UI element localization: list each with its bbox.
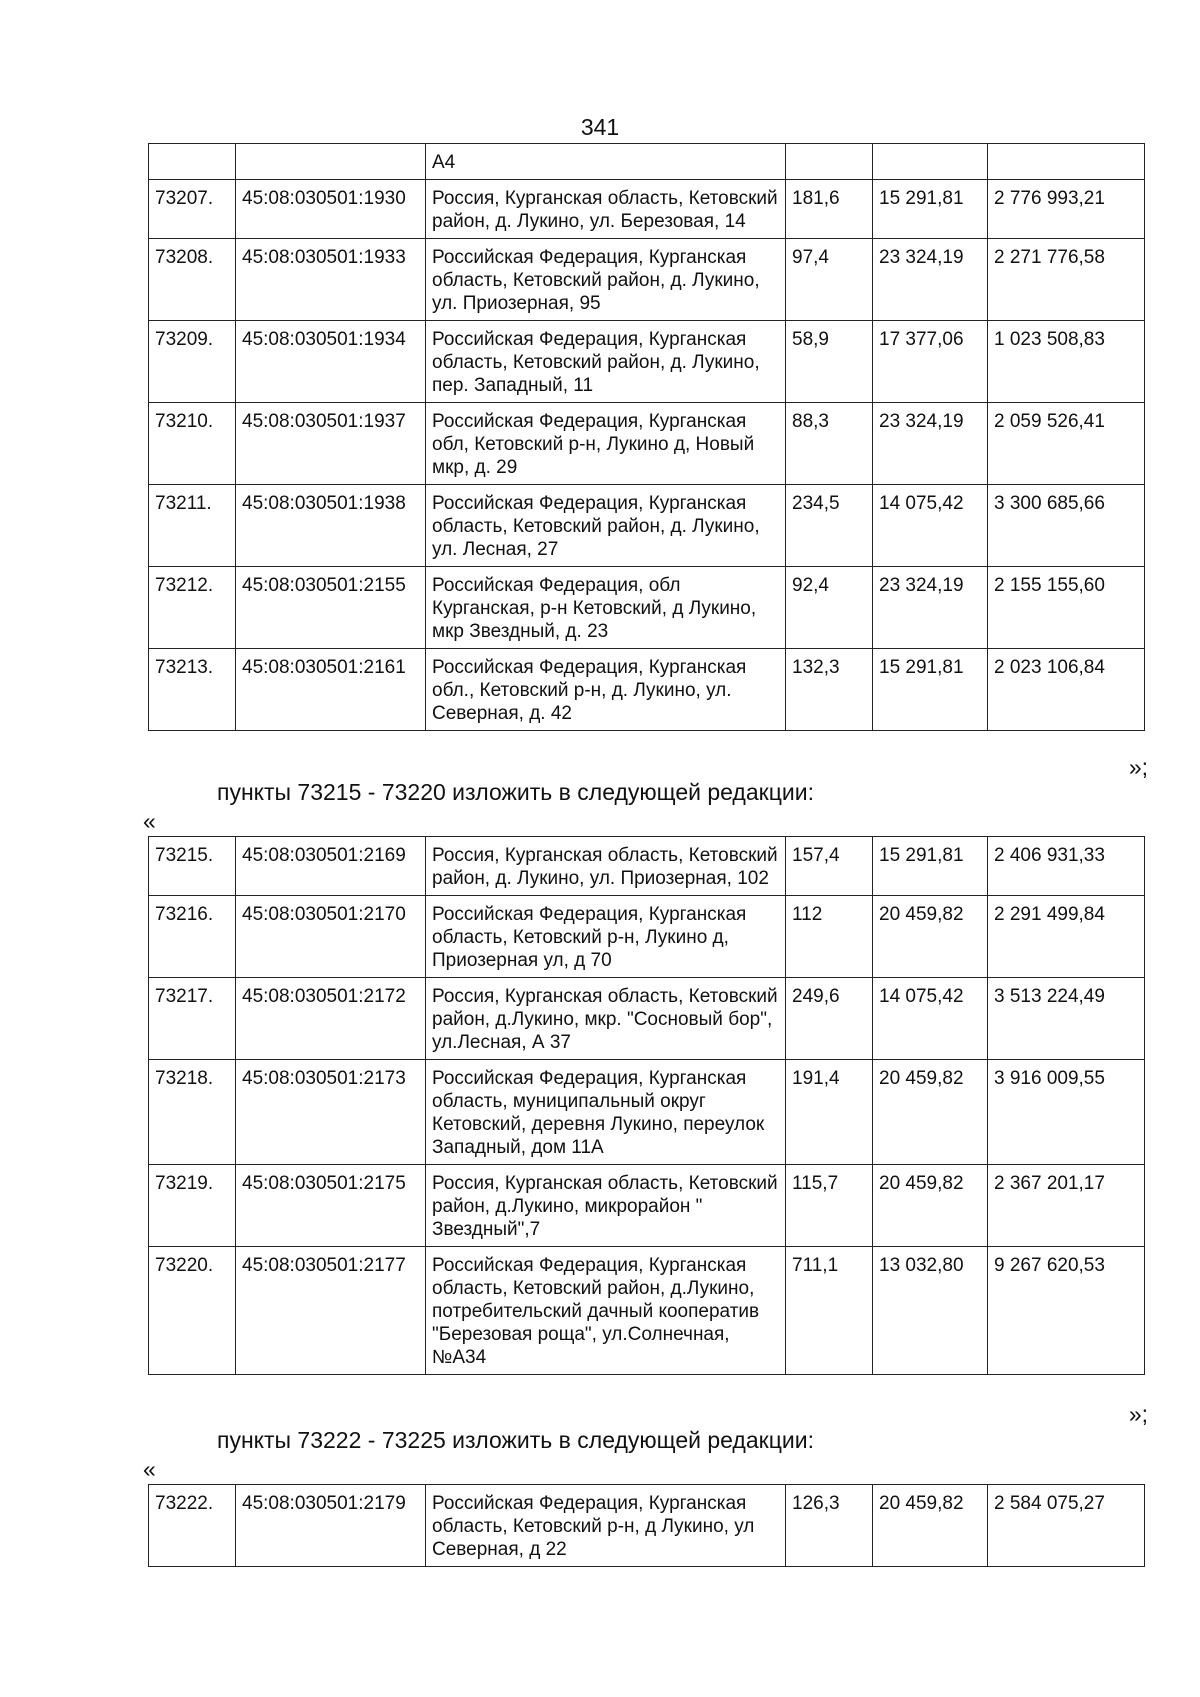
rate-cell: [873, 144, 988, 180]
table-row: [149, 1060, 1145, 1165]
area-cell: 58,9: [786, 321, 873, 403]
table-row: [149, 978, 1145, 1060]
cadastral-number-cell: 45:08:030501:1934: [236, 321, 426, 403]
rate-cell: 15 291,81: [873, 649, 988, 731]
cadastral-number-cell: 45:08:030501:2179: [236, 1485, 426, 1567]
item-number-cell: 73218.: [149, 1060, 236, 1165]
rate-cell: 23 324,19: [873, 403, 988, 485]
table-row: [149, 321, 1145, 403]
cadastral-number-cell: 45:08:030501:2170: [236, 896, 426, 978]
address-cell: Российская Федерация, Курганская область, Кетовский р-н, Лукино д, Приозерная ул, д 70: [426, 896, 786, 978]
rate-cell: 20 459,82: [873, 896, 988, 978]
rate-cell: 20 459,82: [873, 1485, 988, 1567]
item-number-cell: 73212.: [149, 567, 236, 649]
cadastral-value-cell: 2 367 201,17: [988, 1165, 1145, 1247]
rate-cell: 15 291,81: [873, 837, 988, 896]
item-number-cell: 73209.: [149, 321, 236, 403]
item-number-cell: 73207.: [149, 180, 236, 239]
registry-table-3: [148, 1484, 1145, 1567]
area-cell: 97,4: [786, 239, 873, 321]
cadastral-value-cell: 2 023 106,84: [988, 649, 1145, 731]
cadastral-value-cell: 2 271 776,58: [988, 239, 1145, 321]
area-cell: 191,4: [786, 1060, 873, 1165]
amendment-instruction-1: пункты 73215 - 73220 изложить в следующей редакции:: [217, 779, 814, 805]
address-cell: Российская Федерация, обл Курганская, р-н Кетовский, д Лукино, мкр Звездный, д. 23: [426, 567, 786, 649]
rate-cell: 23 324,19: [873, 567, 988, 649]
cadastral-number-cell: [236, 144, 426, 180]
opening-quote-1: «: [143, 808, 156, 834]
address-cell: А4: [426, 144, 786, 180]
area-cell: 249,6: [786, 978, 873, 1060]
cadastral-value-cell: 2 155 155,60: [988, 567, 1145, 649]
area-cell: 112: [786, 896, 873, 978]
item-number-cell: 73216.: [149, 896, 236, 978]
area-cell: 92,4: [786, 567, 873, 649]
rate-cell: 14 075,42: [873, 978, 988, 1060]
rate-cell: 20 459,82: [873, 1060, 988, 1165]
item-number-cell: 73222.: [149, 1485, 236, 1567]
address-cell: Российская Федерация, Курганская область, Кетовский район, д. Лукино, ул. Лесная, 27: [426, 485, 786, 567]
cadastral-value-cell: 2 291 499,84: [988, 896, 1145, 978]
cadastral-number-cell: 45:08:030501:2173: [236, 1060, 426, 1165]
table-row: [149, 485, 1145, 567]
area-cell: 132,3: [786, 649, 873, 731]
cadastral-number-cell: 45:08:030501:1933: [236, 239, 426, 321]
cadastral-value-cell: 2 059 526,41: [988, 403, 1145, 485]
cadastral-number-cell: 45:08:030501:1938: [236, 485, 426, 567]
table-row: [149, 239, 1145, 321]
item-number-cell: 73211.: [149, 485, 236, 567]
page-number: 341: [580, 114, 620, 140]
item-number-cell: 73213.: [149, 649, 236, 731]
rate-cell: 15 291,81: [873, 180, 988, 239]
item-number-cell: 73220.: [149, 1247, 236, 1375]
amendment-instruction-2: пункты 73222 - 73225 изложить в следующей редакции:: [217, 1427, 814, 1453]
cadastral-number-cell: 45:08:030501:2175: [236, 1165, 426, 1247]
item-number-cell: 73215.: [149, 837, 236, 896]
cadastral-value-cell: [988, 144, 1145, 180]
rate-cell: 13 032,80: [873, 1247, 988, 1375]
table-row: [149, 567, 1145, 649]
table-row: [149, 1247, 1145, 1375]
cadastral-value-cell: 1 023 508,83: [988, 321, 1145, 403]
table-row: [149, 144, 1145, 180]
table-row: [149, 837, 1145, 896]
address-cell: Российская Федерация, Курганская область, Кетовский р-н, д Лукино, ул Северная, д 22: [426, 1485, 786, 1567]
closing-quote-1: »;: [1128, 754, 1148, 780]
area-cell: [786, 144, 873, 180]
table-row: [149, 649, 1145, 731]
address-cell: Российская Федерация, Курганская обл, Кетовский р-н, Лукино д, Новый мкр, д. 29: [426, 403, 786, 485]
cadastral-value-cell: 3 916 009,55: [988, 1060, 1145, 1165]
cadastral-number-cell: 45:08:030501:1930: [236, 180, 426, 239]
area-cell: 234,5: [786, 485, 873, 567]
address-cell: Россия, Курганская область, Кетовский район, д.Лукино, микрорайон " Звездный",7: [426, 1165, 786, 1247]
table-row: [149, 1165, 1145, 1247]
cadastral-number-cell: 45:08:030501:2172: [236, 978, 426, 1060]
cadastral-value-cell: 2 584 075,27: [988, 1485, 1145, 1567]
area-cell: 115,7: [786, 1165, 873, 1247]
address-cell: Российская Федерация, Курганская область, Кетовский район, д. Лукино, ул. Приозерная, 95: [426, 239, 786, 321]
area-cell: 126,3: [786, 1485, 873, 1567]
cadastral-number-cell: 45:08:030501:2161: [236, 649, 426, 731]
cadastral-number-cell: 45:08:030501:2169: [236, 837, 426, 896]
item-number-cell: 73219.: [149, 1165, 236, 1247]
table-row: [149, 180, 1145, 239]
item-number-cell: 73208.: [149, 239, 236, 321]
address-cell: Российская Федерация, Курганская область, Кетовский район, д. Лукино, пер. Западный, 11: [426, 321, 786, 403]
address-cell: Российская Федерация, Курганская область, муниципальный округ Кетовский, деревня Лукино, переулок Западный, дом 11А: [426, 1060, 786, 1165]
opening-quote-2: «: [143, 1456, 156, 1482]
cadastral-value-cell: 2 776 993,21: [988, 180, 1145, 239]
cadastral-number-cell: 45:08:030501:2155: [236, 567, 426, 649]
address-cell: Россия, Курганская область, Кетовский район, д. Лукино, ул. Березовая, 14: [426, 180, 786, 239]
area-cell: 711,1: [786, 1247, 873, 1375]
table-row: [149, 403, 1145, 485]
cadastral-value-cell: 3 300 685,66: [988, 485, 1145, 567]
rate-cell: 20 459,82: [873, 1165, 988, 1247]
rate-cell: 17 377,06: [873, 321, 988, 403]
registry-table-2: [148, 836, 1145, 1375]
address-cell: Россия, Курганская область, Кетовский район, д. Лукино, ул. Приозерная, 102: [426, 837, 786, 896]
area-cell: 181,6: [786, 180, 873, 239]
address-cell: Российская Федерация, Курганская обл., Кетовский р-н, д. Лукино, ул. Северная, д. 42: [426, 649, 786, 731]
cadastral-value-cell: 2 406 931,33: [988, 837, 1145, 896]
item-number-cell: 73217.: [149, 978, 236, 1060]
rate-cell: 23 324,19: [873, 239, 988, 321]
table-row: [149, 1485, 1145, 1567]
cadastral-value-cell: 9 267 620,53: [988, 1247, 1145, 1375]
area-cell: 157,4: [786, 837, 873, 896]
table-row: [149, 896, 1145, 978]
closing-quote-2: »;: [1128, 1401, 1148, 1427]
registry-table-1: [148, 143, 1145, 731]
cadastral-number-cell: 45:08:030501:1937: [236, 403, 426, 485]
cadastral-number-cell: 45:08:030501:2177: [236, 1247, 426, 1375]
address-cell: Россия, Курганская область, Кетовский район, д.Лукино, мкр. "Сосновый бор", ул.Лесная, А 37: [426, 978, 786, 1060]
cadastral-value-cell: 3 513 224,49: [988, 978, 1145, 1060]
item-number-cell: 73210.: [149, 403, 236, 485]
address-cell: Российская Федерация, Курганская область, Кетовский район, д.Лукино, потребительский дачный кооператив "Березовая роща", ул.Солнечная, №А34: [426, 1247, 786, 1375]
item-number-cell: [149, 144, 236, 180]
area-cell: 88,3: [786, 403, 873, 485]
rate-cell: 14 075,42: [873, 485, 988, 567]
